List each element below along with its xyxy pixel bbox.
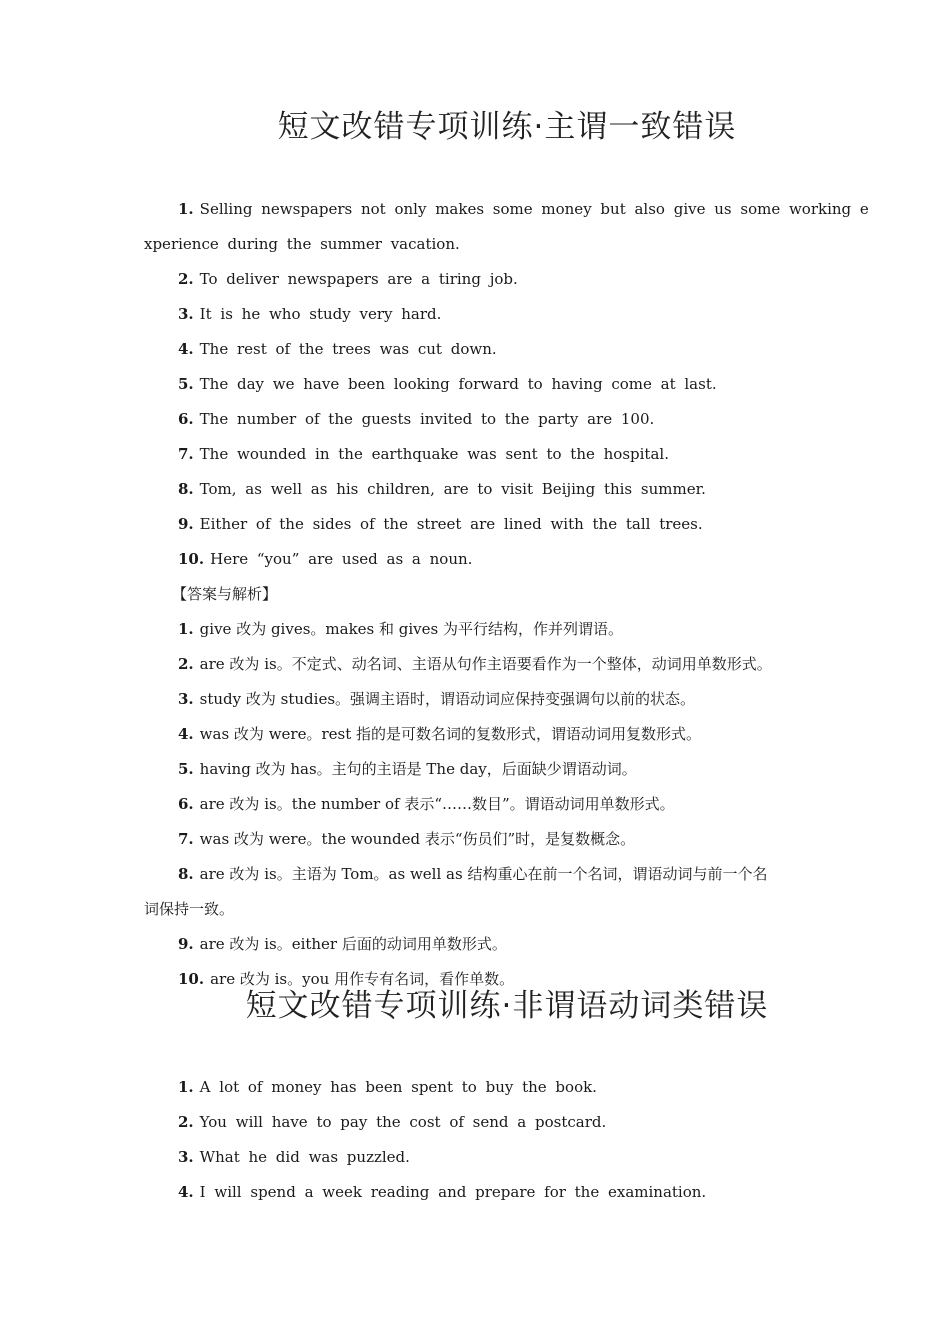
answer-text: was 改为 were。rest 指的是可数名词的复数形式，谓语动词用复数形式。 (199, 725, 701, 743)
question-item (178, 1077, 843, 1097)
question-text: The rest of the trees was cut down. (199, 340, 497, 358)
answer-heading: 【答案与解析】 (172, 585, 278, 603)
question-item (178, 269, 843, 289)
question-text: Tom, as well as his children, are to visit Beijing this summer. (199, 480, 706, 498)
question-text: I will spend a week reading and prepare for the examination. (199, 1183, 707, 1201)
question-item (178, 1147, 843, 1167)
question-item (178, 1182, 843, 1202)
answer-text-continued: 词保持一致。 (144, 900, 235, 918)
answer-text: was 改为 were。the wounded 表示“伤员们”时，是复数概念。 (199, 830, 636, 848)
question-text-continued: xperience during the summer vacation. (144, 235, 460, 253)
question-number: 3. (178, 305, 194, 323)
question-number: 2. (178, 1113, 194, 1131)
question-text: The wounded in the earthquake was sent to the hospital. (199, 445, 669, 463)
answer-number: 3. (178, 690, 194, 708)
answer-text: give 改为 gives。makes 和 gives 为平行结构，作并列谓语。 (199, 620, 623, 638)
question-text: A lot of money has been spent to buy the book. (199, 1078, 597, 1096)
answer-text: are 改为 is。不定式、动名词、主语从句作主语要看作为一个整体，动词用单数形式。 (199, 655, 772, 673)
answer-item (178, 829, 843, 849)
answer-item (178, 654, 843, 674)
question-item (178, 199, 869, 219)
answer-text: study 改为 studies。强调主语时，谓语动词应保持变强调句以前的状态。 (199, 690, 696, 708)
question-item (178, 339, 843, 359)
question-text: Either of the sides of the street are lined with the tall trees. (199, 515, 703, 533)
question-text: It is he who study very hard. (199, 305, 442, 323)
question-text: The number of the guests invited to the party are 100. (199, 410, 655, 428)
question-text: What he did was puzzled. (199, 1148, 410, 1166)
question-number: 8. (178, 480, 194, 498)
question-item (178, 374, 843, 394)
question-number: 10. (178, 550, 205, 568)
answer-number: 4. (178, 725, 194, 743)
answer-text: are 改为 is。主语为 Tom。as well as 结构重心在前一个名词，谓语动词与前一个名 (199, 865, 768, 883)
answer-item (178, 864, 843, 884)
answer-number: 8. (178, 865, 194, 883)
answer-item (178, 934, 843, 954)
section-title: 短文改错专项训练·非谓语动词类错误 (245, 988, 769, 1024)
question-item (178, 444, 843, 464)
question-number: 6. (178, 410, 194, 428)
question-item (178, 549, 843, 569)
question-text: The day we have been looking forward to having come at last. (199, 375, 717, 393)
answer-text: are 改为 is。either 后面的动词用单数形式。 (199, 935, 507, 953)
answer-number: 2. (178, 655, 194, 673)
question-number: 9. (178, 515, 194, 533)
answer-number: 9. (178, 935, 194, 953)
question-text: You will have to pay the cost of send a postcard. (199, 1113, 607, 1131)
question-number: 3. (178, 1148, 194, 1166)
answer-item (178, 759, 843, 779)
answer-item (178, 689, 843, 709)
answer-item (178, 724, 843, 744)
question-number: 7. (178, 445, 194, 463)
question-number: 1. (178, 1078, 194, 1096)
question-number: 5. (178, 375, 194, 393)
answer-number: 1. (178, 620, 194, 638)
question-item (178, 1112, 843, 1132)
question-item (178, 409, 843, 429)
answer-number: 10. (178, 970, 205, 988)
section-title: 短文改错专项训练·主谓一致错误 (277, 109, 737, 145)
question-number: 4. (178, 340, 194, 358)
answer-item (178, 619, 843, 639)
answer-number: 7. (178, 830, 194, 848)
answer-item (178, 794, 843, 814)
question-number: 1. (178, 200, 194, 218)
answer-text: are 改为 is。you 用作专有名词，看作单数。 (210, 970, 515, 988)
question-number: 4. (178, 1183, 194, 1201)
question-item (178, 514, 843, 534)
question-text: To deliver newspapers are a tiring job. (199, 270, 518, 288)
answer-number: 5. (178, 760, 194, 778)
question-number: 2. (178, 270, 194, 288)
question-text: Here “you” are used as a noun. (210, 550, 473, 568)
question-item (178, 304, 843, 324)
question-item (178, 479, 843, 499)
answer-text: having 改为 has。主句的主语是 The day，后面缺少谓语动词。 (199, 760, 637, 778)
question-text: Selling newspapers not only makes some money but also give us some working e (199, 200, 869, 218)
answer-text: are 改为 is。the number of 表示“……数目”。谓语动词用单数形式。 (199, 795, 675, 813)
answer-number: 6. (178, 795, 194, 813)
